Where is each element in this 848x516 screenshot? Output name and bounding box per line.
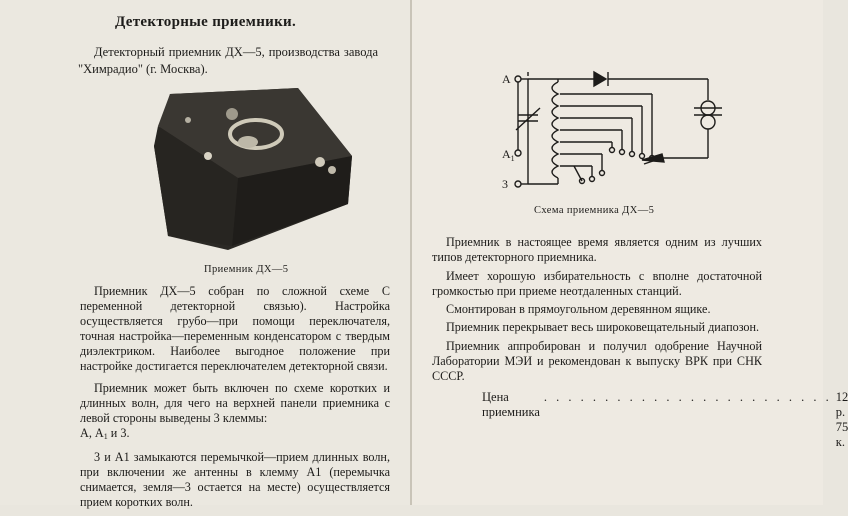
photo-caption: Приемник ДХ—5 xyxy=(204,264,289,275)
price-line xyxy=(482,390,848,450)
left-page xyxy=(0,0,411,510)
price-leader-dots: . . . . . . . . . . . . . . . . . . . . . . . . xyxy=(543,390,832,404)
terminal-list: А, $А_1$ и 3. xyxy=(80,425,130,441)
price-label: Цена приемника xyxy=(482,390,540,419)
paragraph: Приемник ДХ—5 собран по сложной схеме С переменной детекторной связью). Настройка осуществляется грубо—при помощи переключателя, точная настройка—переменным конденсатором с твердым диэлектриком. Наиболее выгодное положение при настройке достигается переключателем детекторной связи. xyxy=(80,284,390,374)
schematic-caption: Схема приемника ДХ—5 xyxy=(534,205,655,216)
right-body xyxy=(432,235,762,388)
label-3: 3 xyxy=(502,177,508,191)
label-a1: $А_1$ xyxy=(502,147,515,163)
page-title: Детекторные приемники. xyxy=(114,14,297,30)
paragraph: Приемник перекрывает весь широковещательный диапозон. xyxy=(446,320,760,335)
right-page xyxy=(412,0,848,505)
paragraph: Смонтирован в прямоугольном деревянном ящике. xyxy=(446,302,711,317)
label-a: А xyxy=(502,72,511,86)
paragraph: Приемник аппробирован и получил одобрение Научной Лаборатории МЭИ и рекомендован к выпуску ВРК при СНК СССР. xyxy=(432,338,762,384)
receiver-photo xyxy=(148,86,356,254)
intro-text: Детекторный приемник ДХ—5, производства завода "Химрадио" (г. Москва). xyxy=(78,45,378,76)
paragraph: Приемник в настоящее время является одним из лучших типов детекторного приемника. xyxy=(432,235,762,265)
circuit-schematic xyxy=(494,60,724,200)
left-body xyxy=(80,284,390,516)
paragraph: 3 и А1 замыкаются перемычкой—прием длинных волн, при включении же антенны в клемму А1 (перемычка снимается, земля—3 остается на месте) осуществляется прием коротких волн. xyxy=(80,449,390,510)
paragraph: Имеет хорошую избирательность с вполне достаточной громкостью при приеме неотдаленных станций. xyxy=(432,268,762,298)
paragraph: Приемник может быть включен по схеме коротких и длинных волн, для чего на верхней панели приемника с левой стороны выведены 3 клеммы: А, $А_1$ и 3. xyxy=(80,380,390,441)
price-value: 12 р. 75 к. xyxy=(835,390,848,449)
